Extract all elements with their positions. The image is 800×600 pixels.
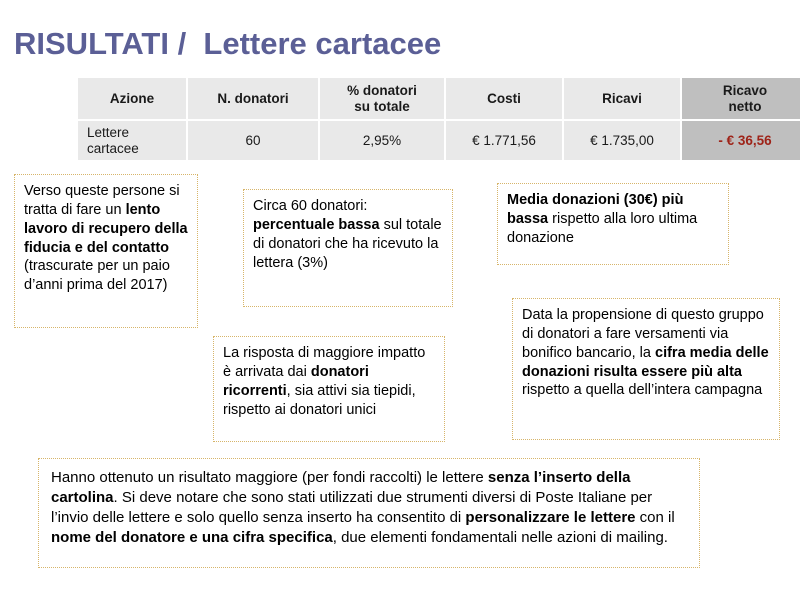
table-header-row (78, 78, 800, 121)
cell-costi: € 1.771,56 (446, 121, 564, 160)
cell-perc-donatori: 2,95% (320, 121, 446, 160)
column-header-azione: Azione (78, 78, 188, 121)
column-header-ricavo-netto: Ricavo netto (682, 78, 800, 121)
callout-donatori-ricorrenti: La risposta di maggiore impatto è arrivata dai donatori ricorrenti, sia attivi sia tiepidi, rispetto ai donatori unici (213, 336, 445, 442)
callout-bonifico-cifra-media: Data la propensione di questo gruppo di donatori a fare versamenti via bonifico bancario, la cifra media delle donazioni risulta essere più alta rispetto a quella dell’intera campagna (512, 298, 780, 440)
callout-recupero-fiducia: Verso queste persone si tratta di fare un lento lavoro di recupero della fiducia e del contatto (trascurate per un paio d’anni prima del 2017) (14, 174, 198, 328)
callout-percentuale-bassa: Circa 60 donatori: percentuale bassa sul totale di donatori che ha ricevuto la lettera (3%) (243, 189, 453, 307)
column-header-n-donatori: N. donatori (188, 78, 320, 121)
column-header-ricavi: Ricavi (564, 78, 682, 121)
callout-senza-inserto-cartolina: Hanno ottenuto un risultato maggiore (per fondi raccolti) le lettere senza l’inserto della cartolina. Si deve notare che sono stati utilizzati due strumenti diversi di Poste Italiane per l’invio delle lettere e solo quello senza inserto ha consentito di personalizzare le lettere con il nome del donatore e una cifra specifica, due elementi fondamentali nelle azioni di mailing. (38, 458, 700, 568)
page-title: RISULTATI / Lettere cartacee (14, 26, 442, 61)
cell-n-donatori: 60 (188, 121, 320, 160)
cell-ricavo-netto: - € 36,56 (682, 121, 800, 160)
table-row (78, 121, 800, 160)
column-header-perc-donatori: % donatori su totale (320, 78, 446, 121)
column-header-costi: Costi (446, 78, 564, 121)
callout-media-donazioni: Media donazioni (30€) più bassa rispetto alla loro ultima donazione (497, 183, 729, 265)
cell-azione: Lettere cartacee (78, 121, 188, 160)
results-table (78, 78, 800, 160)
cell-ricavi: € 1.735,00 (564, 121, 682, 160)
